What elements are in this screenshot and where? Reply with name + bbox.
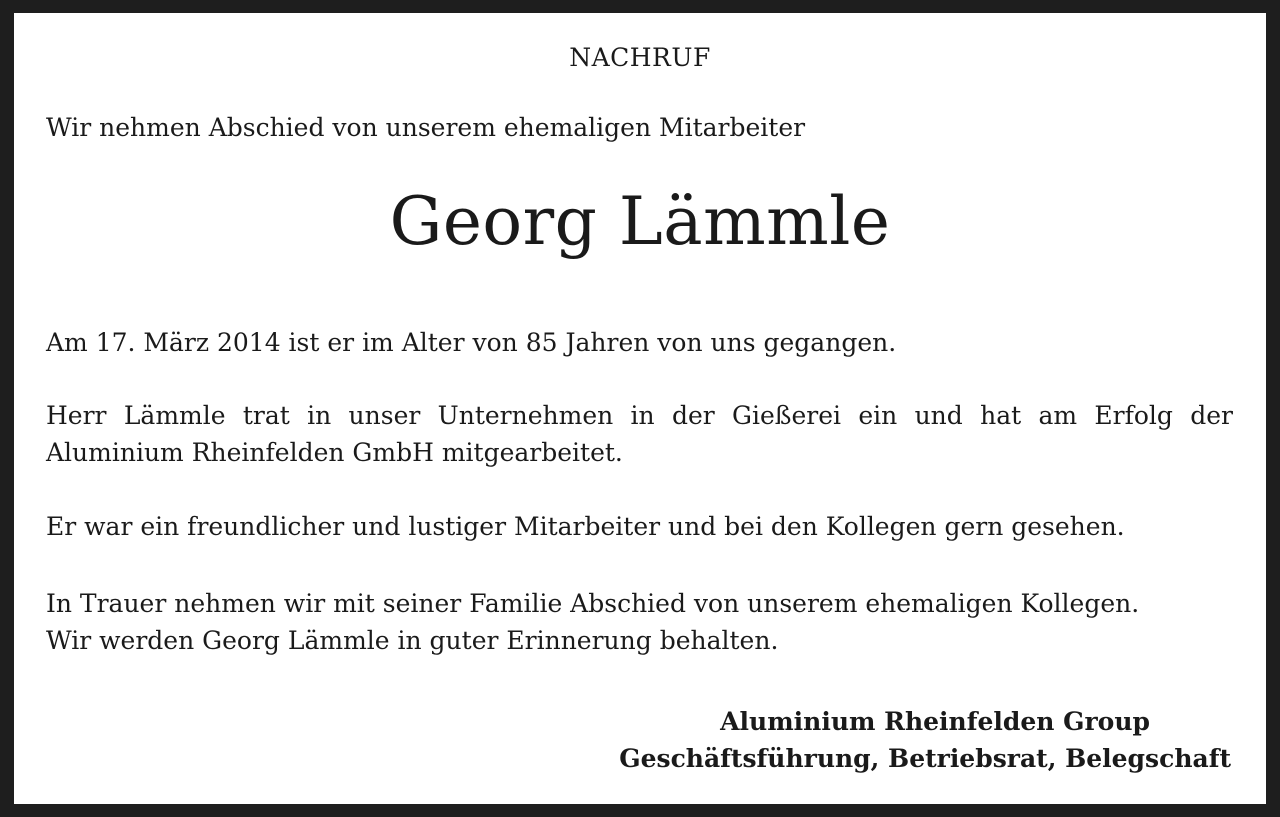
paragraph-line: Er war ein freundlicher und lustiger Mitarbeiter und bei den Kollegen gern gesehen. <box>46 512 1125 541</box>
signature-groups: Geschäftsführung, Betriebsrat, Belegschaft <box>619 744 1231 773</box>
deceased-name: Georg Lämmle <box>389 183 891 260</box>
signature-block <box>619 703 1231 777</box>
paragraph-line: Wir werden Georg Lämmle in guter Erinnerung behalten. <box>46 626 779 655</box>
paragraph-mourning <box>46 585 1233 659</box>
paragraph-character <box>46 508 1233 545</box>
paragraph-death-date <box>46 324 1233 361</box>
intro-text: Wir nehmen Abschied von unserem ehemaligen Mitarbeiter <box>46 113 806 142</box>
paragraph-line: Aluminium Rheinfelden GmbH mitgearbeitet. <box>46 438 623 467</box>
paragraph-line: Am 17. März 2014 ist er im Alter von 85 Jahren von uns gegangen. <box>46 328 897 357</box>
paragraph-line: In Trauer nehmen wir mit seiner Familie Abschied von unserem ehemaligen Kollegen. <box>46 589 1140 618</box>
paragraph-line: Herr Lämmle trat in unser Unternehmen in der Gießerei ein und hat am Erfolg der <box>46 401 1233 430</box>
obituary-notice <box>14 13 1266 804</box>
signature-company: Aluminium Rheinfelden Group <box>720 707 1150 736</box>
paragraph-career <box>46 397 1233 471</box>
notice-heading: NACHRUF <box>569 43 711 72</box>
